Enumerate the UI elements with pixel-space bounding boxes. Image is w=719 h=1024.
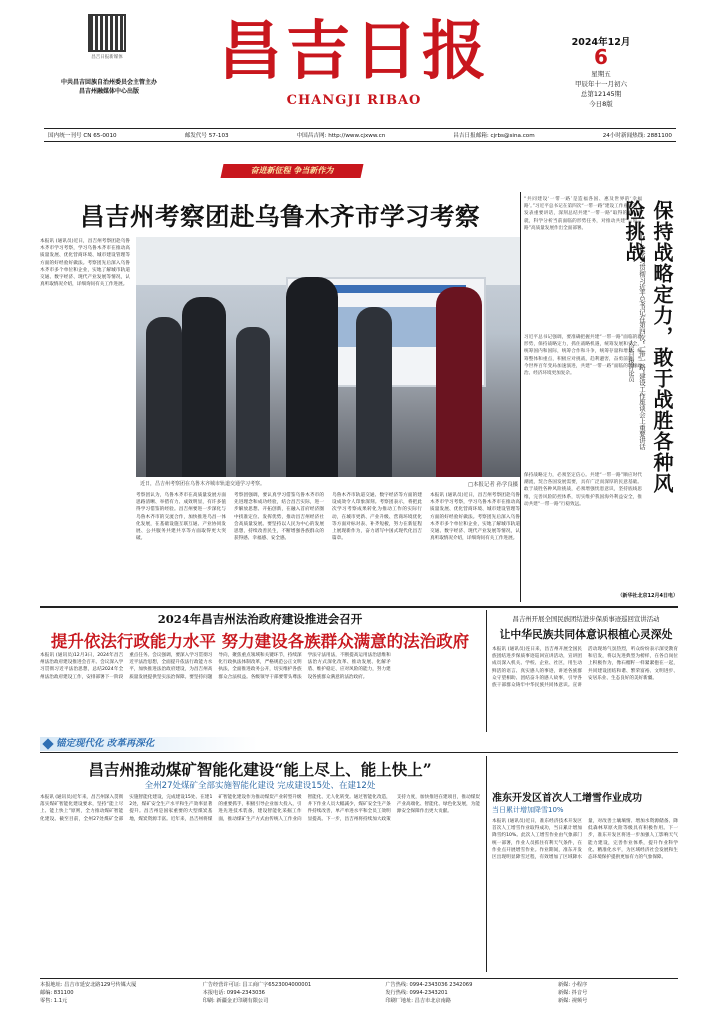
rule-of-law-headline: 提升依法行政能力水平 努力建设各族群众满意的法治政府 [50,632,470,651]
divider [40,606,678,608]
commentary-footer: （新华社北京12月4日电） [617,593,678,599]
newspaper-title: 昌吉日报 [218,14,490,89]
commentary-col-1: “共同建设‘一带一路’是造福各国、惠及世界的‘幸福路’。”习近平总书记在第四次“一带一路”建设工作座谈会上发表重要讲话，深刻总结共建“一带一路”取得的重大成就，科学分析当前面临的形势任务，对推动共建“一带一路”高质量发展作出全面部署。 [524,197,642,231]
divider [520,192,521,602]
banner-slogan: 奋进新征程 争当新作为 [221,164,364,178]
lead-photo [136,237,520,477]
email-link[interactable]: 昌吉日报邮箱: cjrbs@sina.com [453,133,535,139]
footer-rule [40,978,678,979]
divider [486,610,487,732]
page-count: 今日8版 [589,100,613,108]
footer [40,981,678,1021]
footer-col-1: 本报地址: 昌吉市延安北路129号传媒大厦 邮编: 831100 零售: 1.1元 [40,982,137,1004]
lead-col-3: 考察团强调，要认真学习借鉴乌鲁木齐市的先进理念和成功经验，结合昌吉实际，进一步解放思想、开拓创新，在融入首府经济圈中找准定位、发挥优势，推动昌吉州经济社会高质量发展。要坚持以人民为中心的发展思想，持续改善民生，不断增强各族群众的获得感、幸福感、安全感。 [234,493,324,542]
snow-subhead: 当日累计增加降雪10% [492,806,564,814]
sponsor-line-1: 中共昌吉回族自治州委员会主管主办 [60,79,157,86]
website-link[interactable]: 中国昌吉网: http://www.cjxww.cn [296,133,386,139]
year-month: 2024年12月 [571,37,631,48]
rule-of-law-kicker: 2024年昌吉州法治政府建设推进会召开 [157,612,363,626]
unity-body: 本报讯 (通讯员)连日来，昌吉州开展全国民族团结进步保质事迹巡回宣讲活动，宣讲团成员深入机关、学校、企业、社区，用生动鲜活的语言、真实感人的事迹，讲述各族群众守望相助、团结奋斗的感人故事，引导各族干部群众铸牢中华民族共同体意识。宣讲活动现场气氛热烈，听众纷纷表示深受教育和启发，将以先进典型为榜样，在各自岗位上积极作为，像石榴籽一样紧紧抱在一起，共同建设团结和谐、繁荣富裕、文明进步、安居乐业、生态良好的美好新疆。 [492,647,678,689]
day-number: 6 [594,45,608,69]
cn-number: 国内统一刊号 CN 65-0010 [48,133,117,139]
lead-col-2: 考察团认为，乌鲁木齐市在高质量发展方面思路清晰、举措有力、成效明显，有许多值得学习借鉴的经验。昌吉州要进一步深化与乌鲁木齐市的交流合作，加快推进乌昌一体化发展，在基础设施互联互通、产业协同发展、公共服务共建共享等方面取得更大突破。 [136,493,226,542]
footer-col-2: 广告经营许可证: 昌工商广字6523004000001 本报电话: 0994-2343036 印刷: 新疆金正印刷有限公司 [202,982,312,1004]
lead-col-5: 本报讯 (通讯员)近日，昌吉州考察团赴乌鲁木齐市学习考察，学习乌鲁木齐市在推动高质量发展、优化营商环境、城市建设管理等方面的好经验好做法。考察团先后深入乌鲁木齐市多个单位和企业，实地了解城市轨道交通、数字经济、现代产业发展等情况，认真听取情况介绍，详细询问有关工作进展。 [430,493,520,542]
section-label: 锚定现代化 改革再深化 [40,737,258,751]
postal-code: 邮发代号 57-103 [184,133,229,139]
commentary-col-2: 习近平总书记强调，要准确把握共建“一带一路”面临的新形势，保持战略定力，抓住战略机遇，统筹发展和安全，统筹国内和国际，统筹合作和斗争，统筹存量和增量，统筹整体和重点，积极应对挑战，趋利避害，奋勇前进。当今世界百年变局加速演进，共建“一带一路”面临的地缘政治、经济环境更加复杂。 [524,335,642,377]
divider [40,752,678,753]
snow-headline: 准东开发区首次人工增雪作业成功 [492,793,642,804]
weekday: 星期五 [591,70,611,78]
coal-headline: 昌吉州推动煤矿智能化建设“能上尽上、能上快上” [88,760,432,779]
masthead [0,0,719,126]
unity-headline: 让中华民族共同体意识根植心灵深处 [499,628,673,641]
commentary-headline: 保持战略定力，敢于战胜各种风险挑战 [622,200,674,494]
commentary-subhead: ——论学习贯彻习近平总书记在第四次“一带一路”建设工作座谈会上重要讲话 [638,232,646,450]
photo-caption: 近日，昌吉州考察团在乌鲁木齐城市轨道交通学习考察。 [140,481,266,487]
footer-col-4: 新媒: 小程序 新媒: 抖音号 新媒: 视频号 [557,982,588,1004]
unity-kicker: 昌吉州开展全国民族团结进步保质事迹巡回宣讲活动 [512,615,660,623]
coal-subhead: 全州27处煤矿全部实施智能化建设 完成建设15处、在建12处 [144,781,376,791]
divider [486,756,487,972]
lead-col-4: 乌鲁木齐市轨道交通、数字经济等方面的建设成效令人印象深刻。考察团表示，将把此次学习考察成果转化为推动工作的实际行动，在城市更新、产业升级、营商环境优化等方面对标对表、补齐短板，努力在新征程上展现新作为，奋力谱写中国式现代化昌吉篇章。 [332,493,422,542]
rule-of-law-body: 本报讯 (通讯员)12月3日，2024年昌吉州法治政府建设推进会召开。会议深入学习贯彻习近平法治思想，总结2024年全州法治政府建设工作，安排部署下一阶段重点任务。会议强调，要深入学习贯彻习近平法治思想，全面提升依法行政能力水平，加快推进法治政府建设，为昌吉州高质量发展提供坚实法治保障。要坚持问题导向，聚焦重点领域和关键环节，持续深化行政执法体制改革，严格规范公正文明执法，全面推进政务公开，切实维护各族群众合法权益。各级领导干部要带头尊法学法守法用法，不断提高运用法治思维和法治方式深化改革、推动发展、化解矛盾、维护稳定、应对风险的能力，努力建设各族群众满意的法治政府。 [40,653,391,680]
newspaper-pinyin: CHANGJI RIBAO [286,93,422,108]
footer-col-3: 广告热线: 0994-2343036 2342069 发行热线: 0994-2343201 印刷厂地址: 昌吉市北京南路 [385,982,473,1004]
lunar-date: 甲辰年十一月初六 [575,80,627,88]
lead-headline: 昌吉州考察团赴乌鲁木齐市学习考察 [80,202,480,231]
commentary-col-3: 保持战略定力，必须坚定信心。共建“一带一路”顺应时代潮流，契合各国发展需要，具有广泛而深厚的民意基础。敢于战胜各种风险挑战，必须增强忧患意识，坚持底线思维，完善风险防控体系，切实维护我国海外利益安全，推动共建“一带一路”行稳致远。 [524,473,642,507]
qr-caption: 昌吉日报新媒体 [91,55,123,60]
photo-credit: □本报记者 孙学良摄 [468,482,518,488]
lead-col-1: 本报讯 (通讯员)近日，昌吉州考察团赴乌鲁木齐市学习考察，学习乌鲁木齐市在推动高质量发展、优化营商环境、城市建设管理等方面的好经验好做法。考察团先后深入乌鲁木齐市多个单位和企业，实地了解城市轨道交通、数字经济、现代产业发展等情况，认真听取情况介绍，详细询问有关工作进展。 [40,239,130,288]
news-hotline: 24小时新闻热线: 2881100 [602,133,672,139]
coal-body: 本报讯 (通讯员)近年来，昌吉州深入贯彻落实煤矿智能化建设要求，坚持“能上尽上、能上快上”原则，全力推动煤矿智能化建设。截至目前，全州27处煤矿全部实施智能化建设，完成建设15处、在建12处，煤矿安全生产水平和生产效率显著提升。昌吉州是国家重要的大型煤炭基地，煤炭资源丰富。近年来，昌吉州将煤矿智能化建设作为推动煤炭产业转型升级的重要抓手，积极引导企业加大投入，引进先进技术装备，建设智能化采掘工作面，推动煤矿生产方式由传统人工作业向智能化、无人化转变。通过智能化改造，井下作业人员大幅减少，煤矿安全生产条件持续改善，单产单进水平和全员工效明显提高。下一步，昌吉州将持续加大政策支持力度，加快推进在建项目，推动煤炭产业高端化、智能化、绿色化发展，为能源安全保障作出更大贡献。 [40,795,480,822]
qr-code[interactable] [88,14,126,52]
commentary-source: 人民日报评论员 [627,340,634,382]
snow-body: 本报讯 (通讯员)近日，准东经济技术开发区首次人工增雪作业取得成功，当日累计增加降雪约10%。此次人工增雪作业由气象部门统一部署，作业人员抓住有利天气条件，在作业点开展增雪作业。作业期间，准东开发区出现明显降雪过程，有效增加了区域降水量，对改善土壤墒情、增加水资源储备、降低森林草原火险等级具有积极作用。下一步，准东开发区将进一步加强人工影响天气能力建设，完善作业体系，提升作业科学化、精准化水平，为区域经济社会发展和生态环境保护提供更加有力的气象保障。 [492,819,678,861]
info-bar [44,128,676,142]
issue-number: 总第12145期 [580,90,622,98]
sponsor-line-2: 昌吉州融媒体中心出版 [78,88,139,95]
